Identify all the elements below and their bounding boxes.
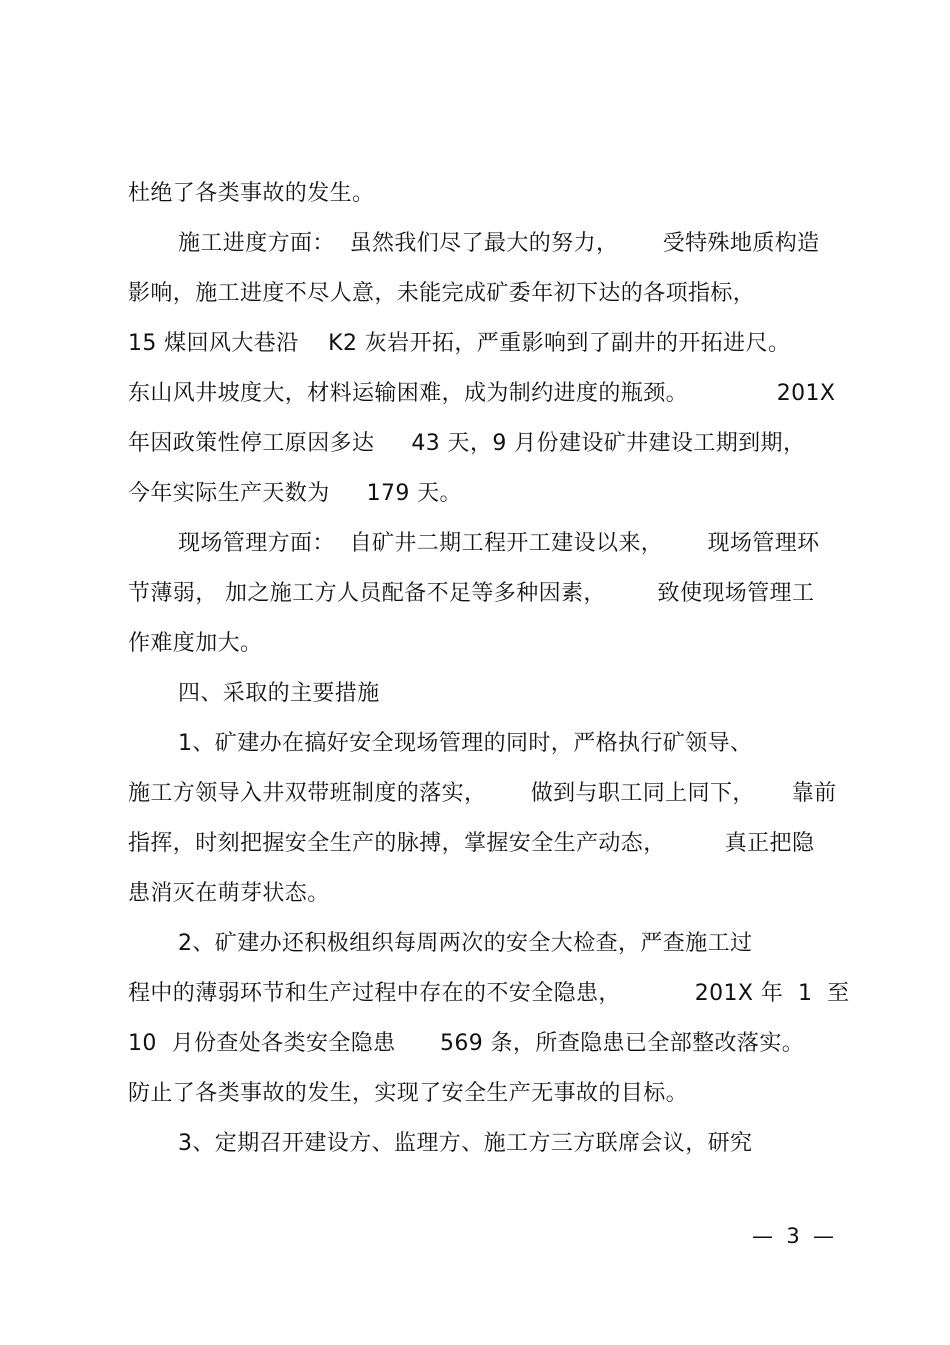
text-line-19: 防止了各类事故的发生，实现了安全生产无事故的目标。 <box>128 1081 689 1106</box>
text-line-14: 指挥，时刻把握安全生产的脉搏，掌握安全生产动态， 真正把隐 <box>128 831 815 856</box>
text-line-13: 施工方领导入井双带班制度的落实， 做到与职工同上同下， 靠前 <box>128 781 837 806</box>
text-line-8: 现场管理方面： 自矿井二期工程开工建设以来， 现场管理环 <box>178 531 820 556</box>
text-line-4: 15 煤回风大巷沿 K2 灰岩开拓，严重影响到了副井的开拓进尺。 <box>128 331 791 356</box>
page-number: — 3 — <box>752 1224 835 1248</box>
text-line-3: 影响，施工进度不尽人意，未能完成矿委年初下达的各项指标， <box>128 281 756 306</box>
text-line-20: 3、定期召开建设方、监理方、施工方三方联席会议，研究 <box>178 1131 753 1156</box>
text-line-17: 程中的薄弱环节和生产过程中存在的不安全隐患， 201X 年 1 至 <box>128 981 850 1006</box>
text-line-6: 年因政策性停工原因多达 43 天，9 月份建设矿井建设工期到期， <box>128 431 806 456</box>
text-line-15: 患消灭在萌芽状态。 <box>128 881 330 906</box>
text-line-16: 2、矿建办还积极组织每周两次的安全大检查，严查施工过 <box>178 931 753 956</box>
text-line-10: 作难度加大。 <box>128 631 263 656</box>
text-line-5: 东山风井坡度大，材料运输困难，成为制约进度的瓶颈。 201X <box>128 381 836 406</box>
text-line-2: 施工进度方面： 虽然我们尽了最大的努力， 受特殊地质构造 <box>178 231 820 256</box>
text-line-7: 今年实际生产天数为 179 天。 <box>128 481 462 506</box>
text-line-18: 10 月份查处各类安全隐患 569 条，所查隐患已全部整改落实。 <box>128 1031 805 1056</box>
section-heading: 四、采取的主要措施 <box>178 681 380 706</box>
text-line-1: 杜绝了各类事故的发生。 <box>128 181 375 206</box>
text-line-9: 节薄弱， 加之施工方人员配备不足等多种因素， 致使现场管理工 <box>128 581 815 606</box>
text-line-12: 1、矿建办在搞好安全现场管理的同时，严格执行矿领导、 <box>178 731 753 756</box>
